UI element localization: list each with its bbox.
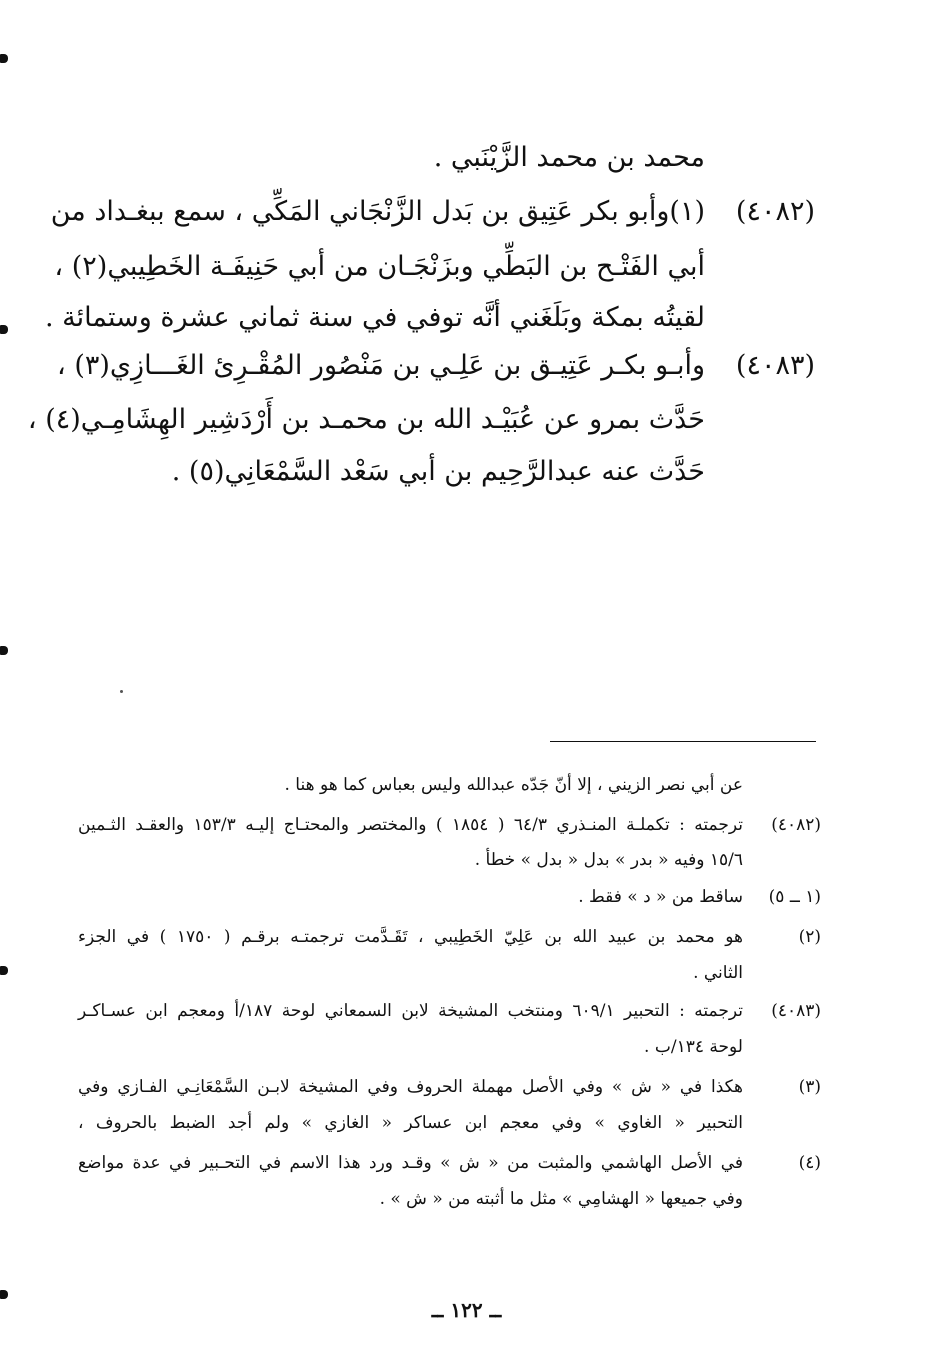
footnote-number: (٤٠٨٣) — [771, 1001, 821, 1021]
footnote-number: (٣) — [798, 1077, 821, 1097]
footnote-4082 — [0, 810, 933, 840]
footnote-text: ساقط من « د » فقط . — [578, 887, 743, 907]
continuation-line: محمد بن محمد الزَّيْنَبي . — [433, 142, 705, 173]
footnote-text: هو محمد بن عبيد الله بن عَلِيّ الخَطِيبي ، تَقَـدَّمت ترجمتـه برقـم ( ١٧٥٠ ) في الجزء — [78, 927, 743, 947]
footnote-1-5 — [0, 882, 933, 912]
entry-text-line: حَدَّث بمرو عن عُبَيْـد الله بن محمـد بن أَرْدَشِير الهِشَامِـي(٤) ، — [27, 404, 705, 435]
footnote-4-line2 — [0, 1184, 933, 1214]
scan-edge-mark — [0, 646, 8, 655]
entry-text-line: حَدَّث عنه عبدالرَّحِيم بن أبي سَعْد السَّمْعَانِي(٥) . — [171, 456, 705, 487]
footnote-4 — [0, 1148, 933, 1178]
entry-4082-line3 — [0, 296, 933, 340]
footnote-3-line2 — [0, 1108, 933, 1138]
footnote-number: (٤٠٨٢) — [771, 815, 821, 835]
scan-speck — [120, 690, 123, 693]
footnote-continuation — [0, 770, 933, 800]
footnote-text: الثاني . — [693, 963, 743, 983]
footnote-text: عن أبي نصر الزيني ، إلا أنّ جَدّه عبدالله وليس بعباس كما هو هنا . — [284, 775, 743, 795]
entry-4082 — [0, 190, 933, 234]
footnote-number: (١ ــ ٥) — [768, 887, 821, 907]
footnote-2-line2 — [0, 958, 933, 988]
entry-text-line: لقيتُه بمكة وبَلَغَني أنَّه توفي في سنة ثماني عشرة وستمائة . — [44, 302, 705, 333]
entry-text-line: (١)وأبو بكر عَتِيق بن بَدل الزَّنْجَاني المَكِّي ، سمع ببغـداد من — [50, 196, 705, 227]
entry-4083-line2 — [0, 398, 933, 442]
footnote-4082-line2 — [0, 845, 933, 875]
footnote-number: (٢) — [798, 927, 821, 947]
entry-text-line: وأبـو بكـر عَتِيـق بن عَلِـي بن مَنْصُور المُقْـرِئ الغَـــازِي(٣) ، — [57, 350, 705, 381]
entry-4083-line3 — [0, 450, 933, 494]
entry-text-line: أبي الفَتْـح بن البَطِّي وبزَنْجَـان من أبي حَنِيفَـة الخَطِيبي(٢) ، — [54, 251, 705, 282]
page-number: ــ ١٢٢ ــ — [431, 1298, 502, 1322]
entry-number: (٤٠٨٢) — [735, 196, 815, 227]
footnote-text: ١٥/٦ وفيه « بدر » بدل « بدل » خطأ . — [474, 850, 743, 870]
footnote-text: ترجمته : التحبير ٦٠٩/١ ومنتخب المشيخة لابن السمعاني لوحة ١٨٧/أ ومعجم ابن عسـاكـر — [78, 1001, 743, 1021]
scan-edge-mark — [0, 54, 8, 63]
entry-number: (٤٠٨٣) — [735, 350, 815, 381]
footnote-text: التحبير « الغاوي » وفي معجم ابن عساكر « الغازي » ولم أجد الضبط بالحروف ، — [78, 1113, 743, 1133]
footnote-4083-line2 — [0, 1032, 933, 1062]
entry-4083 — [0, 344, 933, 388]
footnote-number: (٤) — [798, 1153, 821, 1173]
footnote-4083 — [0, 996, 933, 1026]
main-line — [434, 136, 705, 180]
footnote-text: هكذا في « ش » وفي الأصل مهملة الحروف وفي المشيخة لابـن السَّمْعَانِـي الفـازي وفي — [78, 1077, 743, 1097]
footnote-text: في الأصل الهاشمي والمثبت من « ش » وقـد ورد هذا الاسم في التحـبير في عدة مواضع — [78, 1153, 743, 1173]
footnote-text: وفي جميعها « الهشامِي » مثل ما أثبته من « ش » . — [379, 1189, 743, 1209]
footnote-text: ترجمته : تكملـة المنـذري ٦٤/٣ ( ١٨٥٤ ) والمختصر والمحتـاج إليـه ١٥٣/٣ والعقـد الثـمين — [78, 815, 743, 835]
entry-4082-line2 — [0, 245, 933, 289]
footnote-3 — [0, 1072, 933, 1102]
footnote-2 — [0, 922, 933, 952]
footnote-rule — [550, 741, 816, 742]
footnote-text: لوحة ١٣٤/ب . — [644, 1037, 743, 1057]
